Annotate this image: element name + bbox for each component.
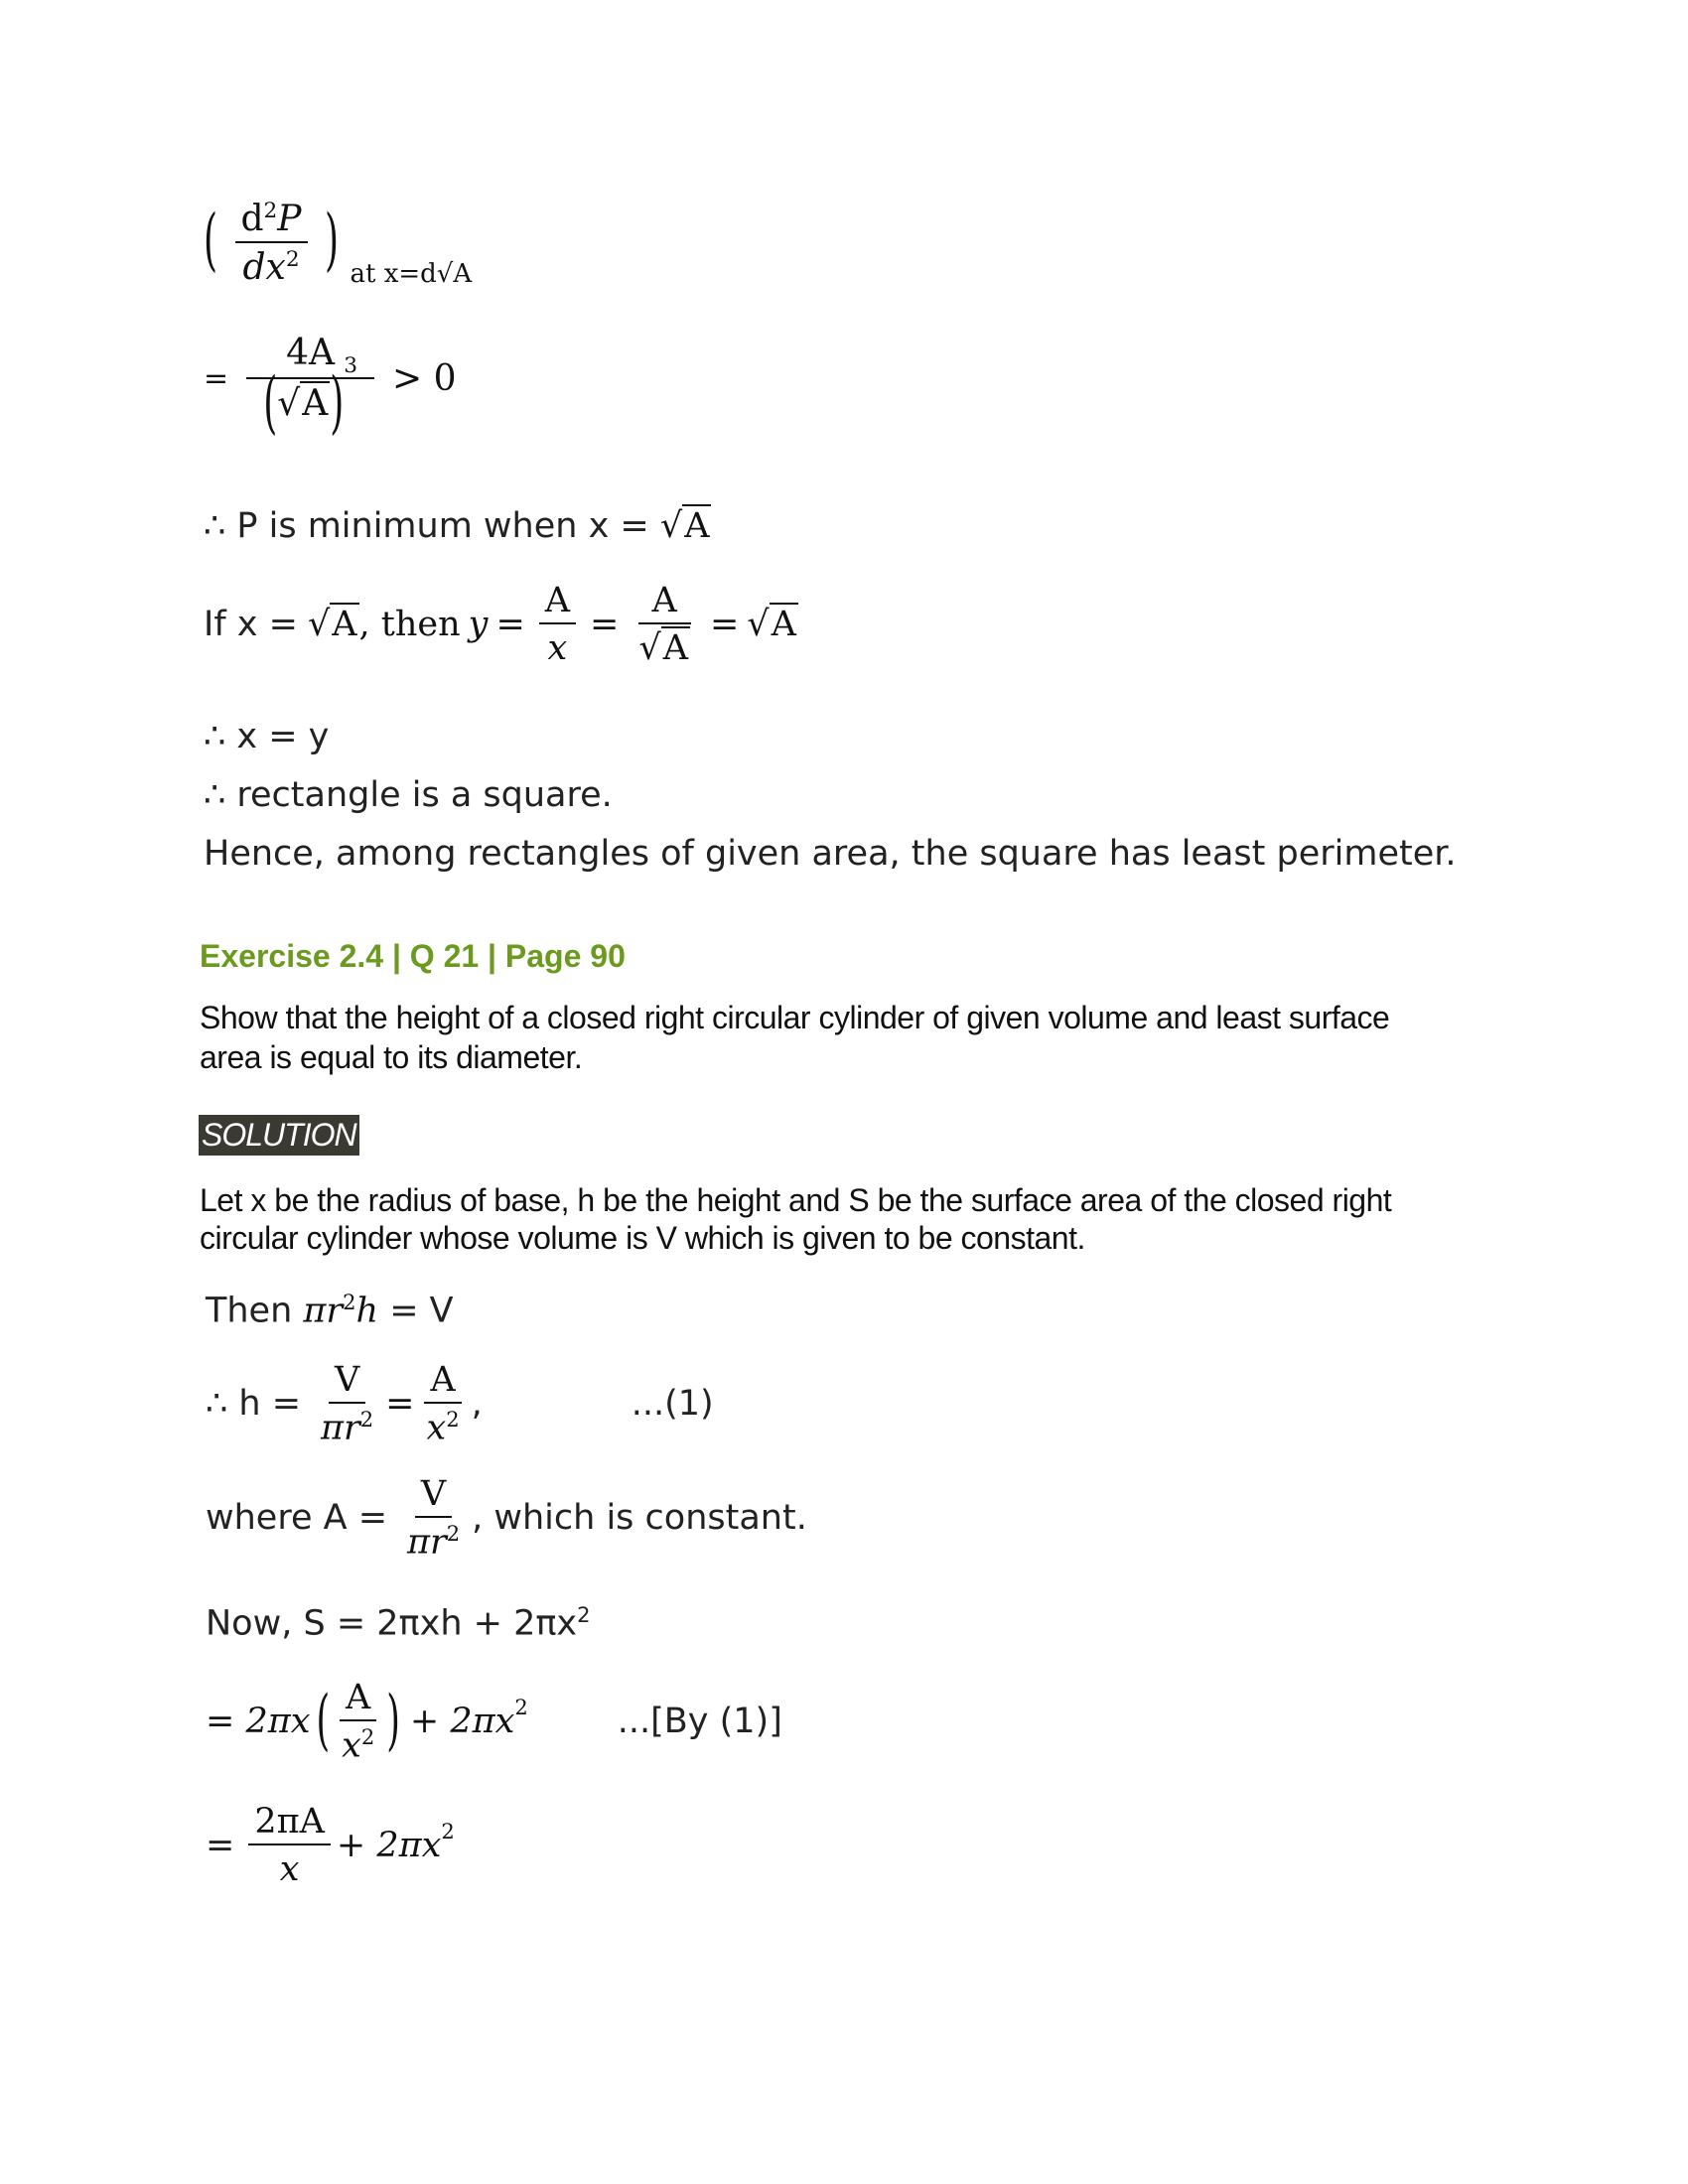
second-derivative-result: = $\frac{4A}{(√A)^3}$ > 0 xyxy=(204,333,457,443)
minimum-statement: ∴ P is minimum when x = √A xyxy=(204,506,710,546)
height-equation: ∴ h = $\frac{V}{\pi r^2}$ = $\frac{A}{x^2}$ , ...(1) xyxy=(206,1360,714,1448)
surface-area-equation: Now, $S = 2\pi xh + 2\pi x^2$ xyxy=(206,1603,591,1644)
question-text: Show that the height of a closed right circular cylinder of given volume and least surface area is equal to its diameter. xyxy=(200,1000,1390,1075)
equation-reference-by-1: ...[By (1)] xyxy=(617,1702,782,1742)
x-equals-y: ∴ x = y xyxy=(204,717,330,756)
conclusion-text: Hence, among rectangles of given area, the square has least perimeter. xyxy=(204,834,1457,874)
y-equation: If x = √A , then y = $\frac{A}{x}$ = $\frac{A}{√A}$ = √A xyxy=(204,581,796,668)
rectangle-is-square: ∴ rectangle is a square. xyxy=(204,775,613,815)
where-a-definition: where A = $\frac{V}{\pi r^2}$ , which is constant. xyxy=(206,1474,807,1563)
substitution-equation: = 2πx ( $\frac{A}{x^2}$ ) + 2πx $^2$ ...[By (1)] xyxy=(206,1678,782,1766)
solution-intro: Let x be the radius of base, h be the height and S be the surface area of the closed right circular cylinder whose volume is V which is given to be constant. xyxy=(200,1182,1392,1256)
final-surface-equation: = $\frac{2\pi A}{x}$ + 2πx $^2$ xyxy=(206,1802,455,1889)
volume-equation: Then $\pi r^2h = V$ xyxy=(206,1291,454,1331)
solution-badge: SOLUTION xyxy=(199,1115,359,1156)
second-derivative-expression: ( $\frac{d^2P}{dx^2}$ ) $_{at x=d√A}$ xyxy=(204,199,473,289)
equation-reference-1: ...(1) xyxy=(631,1384,714,1425)
evaluation-subscript: at x=d√A xyxy=(350,259,473,289)
exercise-heading: Exercise 2.4 | Q 21 | Page 90 xyxy=(200,938,626,974)
right-paren: ) xyxy=(324,202,340,280)
left-paren: ( xyxy=(204,202,218,280)
